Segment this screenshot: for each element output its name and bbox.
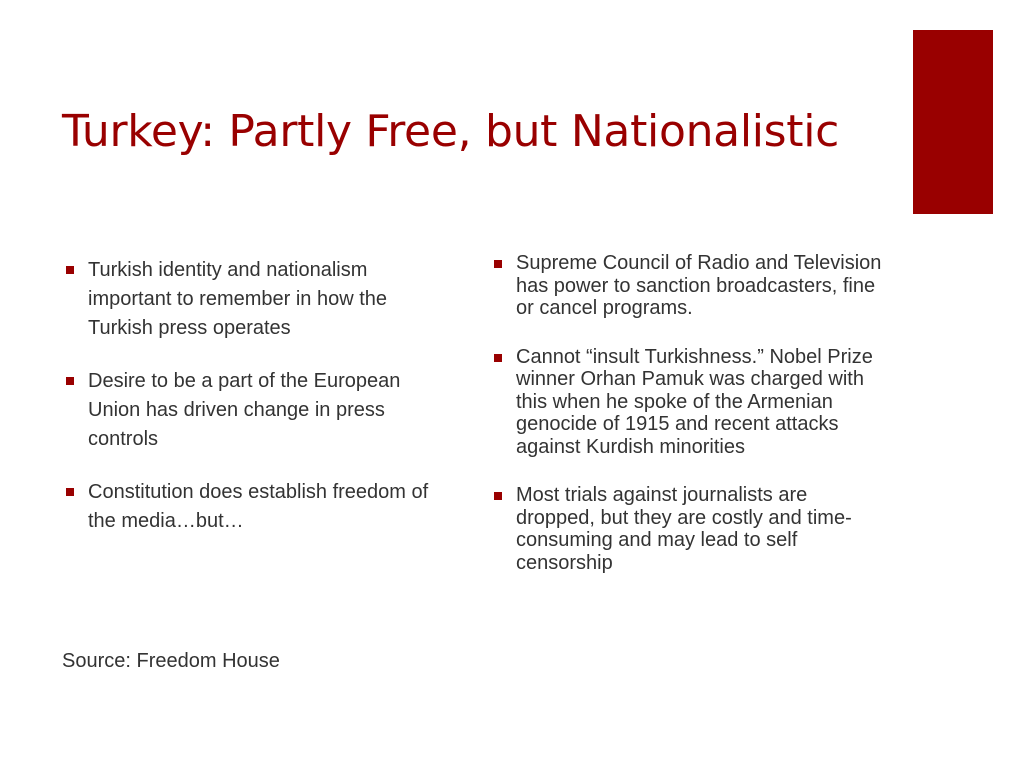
list-item <box>490 252 890 320</box>
list-item <box>62 367 440 454</box>
square-bullet-icon <box>494 260 502 268</box>
list-item <box>490 484 890 574</box>
bullet-text: Supreme Council of Radio and Television has power to sanction broadcasters, fine or cancel programs. <box>516 252 882 319</box>
left-bullet-list <box>62 256 440 560</box>
square-bullet-icon <box>494 354 502 362</box>
bullet-text: Desire to be a part of the European Union has driven change in press controls <box>88 370 401 450</box>
bullet-text: Most trials against journalists are dropped, but they are costly and time-consuming and may lead to self censorship <box>516 484 852 574</box>
list-item <box>62 478 440 536</box>
accent-bar <box>913 30 993 214</box>
square-bullet-icon <box>66 266 74 274</box>
right-bullet-list <box>490 252 890 600</box>
bullet-text: Constitution does establish freedom of the media…but… <box>88 481 429 532</box>
list-item <box>490 346 890 459</box>
slide-title: Turkey: Partly Free, but Nationalistic <box>62 106 840 157</box>
square-bullet-icon <box>494 492 502 500</box>
source-citation: Source: Freedom House <box>62 650 280 672</box>
square-bullet-icon <box>66 377 74 385</box>
bullet-text: Turkish identity and nationalism important to remember in how the Turkish press operates <box>88 259 388 339</box>
bullet-text: Cannot “insult Turkishness.” Nobel Prize winner Orhan Pamuk was charged with this when he spoke of the Armenian genocide of 1915 and recent attacks against Kurdish minorities <box>516 345 873 458</box>
square-bullet-icon <box>66 488 74 496</box>
list-item <box>62 256 440 343</box>
